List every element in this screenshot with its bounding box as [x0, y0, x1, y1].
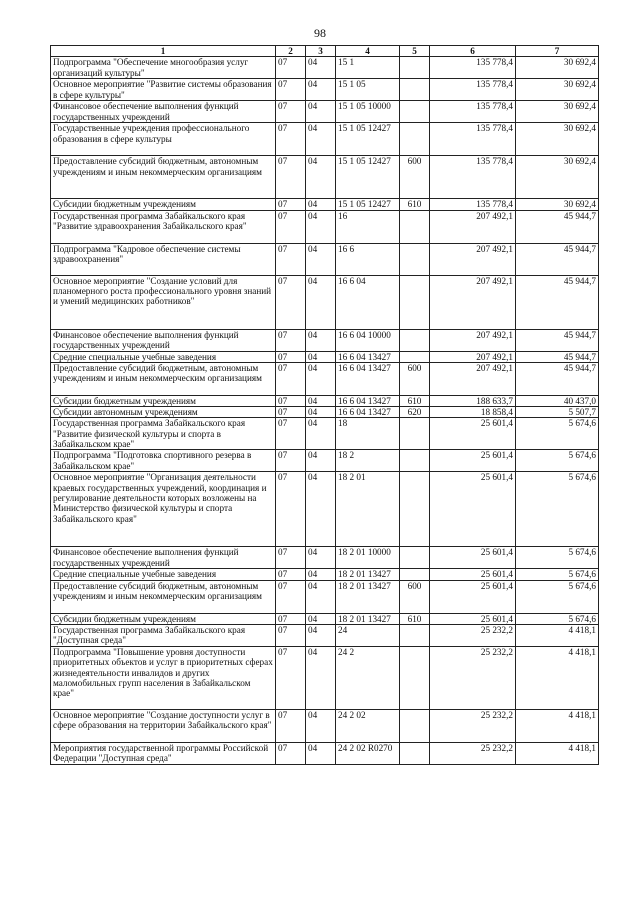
row-expense-type: [400, 210, 430, 243]
row-amount-col6: 25 601,4: [430, 450, 516, 472]
row-subsection: 04: [306, 199, 336, 210]
row-expense-type: 610: [400, 199, 430, 210]
row-name: Средние специальные учебные заведения: [51, 351, 276, 362]
row-section: 07: [276, 329, 306, 351]
row-name: Средние специальные учебные заведения: [51, 569, 276, 580]
row-name: Субсидии бюджетным учреждениям: [51, 199, 276, 210]
row-amount-col6: 207 492,1: [430, 275, 516, 329]
row-section: 07: [276, 450, 306, 472]
row-name: Предоставление субсидий бюджетным, автономным учреждениям и иным некоммерческим организациям: [51, 580, 276, 613]
row-target-code: 24: [336, 625, 400, 647]
table-row: [51, 625, 599, 647]
row-subsection: 04: [306, 547, 336, 569]
row-subsection: 04: [306, 743, 336, 765]
row-expense-type: [400, 351, 430, 362]
row-subsection: 04: [306, 362, 336, 395]
row-amount-col6: 25 601,4: [430, 613, 516, 624]
row-section: 07: [276, 362, 306, 395]
table-row: [51, 79, 599, 101]
row-name: Государственная программа Забайкальского края "Развитие здравоохранения Забайкальского края": [51, 210, 276, 243]
table-row: [51, 199, 599, 210]
row-amount-col7: 30 692,4: [516, 57, 599, 79]
row-section: 07: [276, 156, 306, 199]
table-header: [51, 46, 599, 57]
row-name: Предоставление субсидий бюджетным, автономным учреждениям и иным некоммерческим организациям: [51, 362, 276, 395]
row-expense-type: [400, 329, 430, 351]
row-amount-col6: 25 232,2: [430, 625, 516, 647]
row-expense-type: [400, 57, 430, 79]
row-expense-type: [400, 569, 430, 580]
row-expense-type: 600: [400, 156, 430, 199]
row-subsection: 04: [306, 243, 336, 275]
row-target-code: 16 6 04 13427: [336, 351, 400, 362]
row-amount-col6: 135 778,4: [430, 79, 516, 101]
row-subsection: 04: [306, 450, 336, 472]
row-section: 07: [276, 395, 306, 406]
row-name: Основное мероприятие "Развитие системы образования в сфере культуры": [51, 79, 276, 101]
row-target-code: 18 2: [336, 450, 400, 472]
row-section: 07: [276, 407, 306, 418]
row-target-code: 24 2 02: [336, 710, 400, 743]
row-amount-col7: 30 692,4: [516, 101, 599, 123]
table-row: [51, 101, 599, 123]
table-row: [51, 243, 599, 275]
row-target-code: 16: [336, 210, 400, 243]
row-name: Субсидии бюджетным учреждениям: [51, 613, 276, 624]
table-row: [51, 569, 599, 580]
row-expense-type: [400, 79, 430, 101]
row-section: 07: [276, 199, 306, 210]
row-target-code: 18 2 01 13427: [336, 580, 400, 613]
table-body: [51, 57, 599, 765]
row-section: 07: [276, 79, 306, 101]
row-section: 07: [276, 580, 306, 613]
row-expense-type: [400, 101, 430, 123]
row-name: Подпрограмма "Повышение уровня доступности приоритетных объектов и услуг в приоритетных сферах жизнедеятельности инвалидов и других маломобильных групп населения в Забайкальском крае": [51, 647, 276, 710]
row-amount-col6: 207 492,1: [430, 243, 516, 275]
row-expense-type: [400, 647, 430, 710]
row-subsection: 04: [306, 472, 336, 547]
row-subsection: 04: [306, 569, 336, 580]
row-expense-type: [400, 243, 430, 275]
row-amount-col6: 25 601,4: [430, 472, 516, 547]
row-amount-col6: 135 778,4: [430, 199, 516, 210]
row-name: Предоставление субсидий бюджетным, автономным учреждениям и иным некоммерческим организациям: [51, 156, 276, 199]
row-amount-col7: 30 692,4: [516, 79, 599, 101]
column-header: 3: [306, 46, 336, 57]
table-row: [51, 123, 599, 156]
row-subsection: 04: [306, 613, 336, 624]
row-amount-col6: 25 232,2: [430, 743, 516, 765]
row-subsection: 04: [306, 329, 336, 351]
row-subsection: 04: [306, 407, 336, 418]
row-target-code: 18 2 01 13427: [336, 613, 400, 624]
row-subsection: 04: [306, 156, 336, 199]
table-row: [51, 329, 599, 351]
table-row: [51, 547, 599, 569]
row-expense-type: 610: [400, 613, 430, 624]
row-amount-col7: 5 674,6: [516, 613, 599, 624]
budget-table: [50, 45, 599, 765]
row-name: Подпрограмма "Кадровое обеспечение системы здравоохранения": [51, 243, 276, 275]
row-expense-type: [400, 547, 430, 569]
row-target-code: 15 1: [336, 57, 400, 79]
row-amount-col7: 30 692,4: [516, 156, 599, 199]
row-amount-col7: 4 418,1: [516, 625, 599, 647]
row-amount-col6: 207 492,1: [430, 362, 516, 395]
row-amount-col6: 25 601,4: [430, 580, 516, 613]
row-name: Субсидии бюджетным учреждениям: [51, 395, 276, 406]
row-amount-col6: 25 601,4: [430, 418, 516, 450]
row-amount-col7: 5 674,6: [516, 569, 599, 580]
row-section: 07: [276, 210, 306, 243]
row-name: Финансовое обеспечение выполнения функций государственных учреждений: [51, 101, 276, 123]
row-amount-col7: 4 418,1: [516, 710, 599, 743]
table-row: [51, 580, 599, 613]
row-amount-col7: 30 692,4: [516, 123, 599, 156]
row-expense-type: [400, 472, 430, 547]
row-target-code: 16 6: [336, 243, 400, 275]
row-amount-col6: 135 778,4: [430, 101, 516, 123]
row-expense-type: [400, 743, 430, 765]
row-target-code: 15 1 05: [336, 79, 400, 101]
row-subsection: 04: [306, 101, 336, 123]
row-amount-col7: 5 507,7: [516, 407, 599, 418]
row-amount-col7: 4 418,1: [516, 743, 599, 765]
row-name: Государственные учреждения профессионального образования в сфере культуры: [51, 123, 276, 156]
column-header: 4: [336, 46, 400, 57]
row-name: Государственная программа Забайкальского края "Доступная среда": [51, 625, 276, 647]
row-name: Государственная программа Забайкальского края "Развитие физической культуры и спорта в Забайкальском крае": [51, 418, 276, 450]
row-section: 07: [276, 472, 306, 547]
table-row: [51, 472, 599, 547]
row-name: Основное мероприятие "Организация деятельности краевых государственных учреждений, координация и регулирование деятельности которых возложены на Министерство физической культуры и спорта Забайкальского края": [51, 472, 276, 547]
row-amount-col6: 135 778,4: [430, 156, 516, 199]
row-expense-type: [400, 123, 430, 156]
row-amount-col6: 25 232,2: [430, 647, 516, 710]
row-subsection: 04: [306, 395, 336, 406]
table-row: [51, 395, 599, 406]
row-amount-col6: 188 633,7: [430, 395, 516, 406]
row-subsection: 04: [306, 418, 336, 450]
page-number: 98: [314, 26, 326, 40]
row-section: 07: [276, 569, 306, 580]
row-amount-col7: 30 692,4: [516, 199, 599, 210]
row-amount-col7: 45 944,7: [516, 351, 599, 362]
row-expense-type: 620: [400, 407, 430, 418]
row-section: 07: [276, 351, 306, 362]
row-subsection: 04: [306, 57, 336, 79]
row-target-code: 16 6 04 13427: [336, 407, 400, 418]
row-name: Подпрограмма "Обеспечение многообразия услуг организаций культуры": [51, 57, 276, 79]
row-amount-col7: 45 944,7: [516, 329, 599, 351]
table-row: [51, 275, 599, 329]
table-row: [51, 362, 599, 395]
row-section: 07: [276, 101, 306, 123]
row-name: Мероприятия государственной программы Российской Федерации "Доступная среда": [51, 743, 276, 765]
row-amount-col6: 135 778,4: [430, 123, 516, 156]
row-name: Финансовое обеспечение выполнения функций государственных учреждений: [51, 329, 276, 351]
row-amount-col7: 45 944,7: [516, 243, 599, 275]
row-name: Финансовое обеспечение выполнения функций государственных учреждений: [51, 547, 276, 569]
row-expense-type: [400, 450, 430, 472]
row-amount-col6: 207 492,1: [430, 329, 516, 351]
row-expense-type: 610: [400, 395, 430, 406]
row-amount-col6: 25 601,4: [430, 569, 516, 580]
row-subsection: 04: [306, 625, 336, 647]
row-section: 07: [276, 123, 306, 156]
row-section: 07: [276, 57, 306, 79]
column-header: 6: [430, 46, 516, 57]
row-amount-col6: 25 601,4: [430, 547, 516, 569]
row-amount-col7: 5 674,6: [516, 580, 599, 613]
row-target-code: 16 6 04 13427: [336, 362, 400, 395]
row-section: 07: [276, 613, 306, 624]
table-row: [51, 743, 599, 765]
row-subsection: 04: [306, 580, 336, 613]
row-name: Основное мероприятие "Создание условий для планомерного роста профессионального уровня знаний и умений медицинских работников": [51, 275, 276, 329]
row-section: 07: [276, 418, 306, 450]
row-name: Субсидии автономным учреждениям: [51, 407, 276, 418]
table-row: [51, 210, 599, 243]
row-subsection: 04: [306, 647, 336, 710]
row-amount-col7: 45 944,7: [516, 275, 599, 329]
row-amount-col6: 207 492,1: [430, 351, 516, 362]
column-header: 5: [400, 46, 430, 57]
row-name: Основное мероприятие "Создание доступности услуг в сфере образования на территории Забайкальского края": [51, 710, 276, 743]
row-amount-col6: 18 858,4: [430, 407, 516, 418]
row-target-code: 18 2 01 13427: [336, 569, 400, 580]
row-subsection: 04: [306, 275, 336, 329]
row-subsection: 04: [306, 123, 336, 156]
row-amount-col7: 5 674,6: [516, 418, 599, 450]
row-amount-col7: 5 674,6: [516, 547, 599, 569]
row-target-code: 15 1 05 12427: [336, 199, 400, 210]
row-amount-col7: 5 674,6: [516, 472, 599, 547]
row-section: 07: [276, 647, 306, 710]
row-amount-col6: 207 492,1: [430, 210, 516, 243]
row-target-code: 18 2 01 10000: [336, 547, 400, 569]
row-amount-col6: 135 778,4: [430, 57, 516, 79]
column-header: 1: [51, 46, 276, 57]
row-amount-col7: 40 437,0: [516, 395, 599, 406]
row-target-code: 16 6 04 13427: [336, 395, 400, 406]
column-header: 7: [516, 46, 599, 57]
row-section: 07: [276, 625, 306, 647]
row-target-code: 24 2 02 R0270: [336, 743, 400, 765]
row-amount-col7: 5 674,6: [516, 450, 599, 472]
row-expense-type: [400, 418, 430, 450]
row-expense-type: 600: [400, 580, 430, 613]
column-header: 2: [276, 46, 306, 57]
row-target-code: 18: [336, 418, 400, 450]
table-row: [51, 351, 599, 362]
table-row: [51, 407, 599, 418]
row-target-code: 15 1 05 10000: [336, 101, 400, 123]
row-target-code: 18 2 01: [336, 472, 400, 547]
table-row: [51, 450, 599, 472]
row-amount-col7: 45 944,7: [516, 362, 599, 395]
row-section: 07: [276, 243, 306, 275]
row-amount-col7: 45 944,7: [516, 210, 599, 243]
row-target-code: 16 6 04 10000: [336, 329, 400, 351]
row-section: 07: [276, 547, 306, 569]
row-expense-type: [400, 625, 430, 647]
table-row: [51, 710, 599, 743]
row-amount-col6: 25 232,2: [430, 710, 516, 743]
row-subsection: 04: [306, 79, 336, 101]
table-row: [51, 418, 599, 450]
row-section: 07: [276, 743, 306, 765]
row-subsection: 04: [306, 710, 336, 743]
table-row: [51, 57, 599, 79]
row-expense-type: [400, 710, 430, 743]
table-row: [51, 613, 599, 624]
row-expense-type: 600: [400, 362, 430, 395]
table-row: [51, 647, 599, 710]
row-section: 07: [276, 275, 306, 329]
row-subsection: 04: [306, 351, 336, 362]
row-target-code: 15 1 05 12427: [336, 123, 400, 156]
table-row: [51, 156, 599, 199]
row-subsection: 04: [306, 210, 336, 243]
row-amount-col7: 4 418,1: [516, 647, 599, 710]
row-target-code: 16 6 04: [336, 275, 400, 329]
row-target-code: 24 2: [336, 647, 400, 710]
row-target-code: 15 1 05 12427: [336, 156, 400, 199]
row-name: Подпрограмма "Подготовка спортивного резерва в Забайкальском крае": [51, 450, 276, 472]
row-expense-type: [400, 275, 430, 329]
row-section: 07: [276, 710, 306, 743]
